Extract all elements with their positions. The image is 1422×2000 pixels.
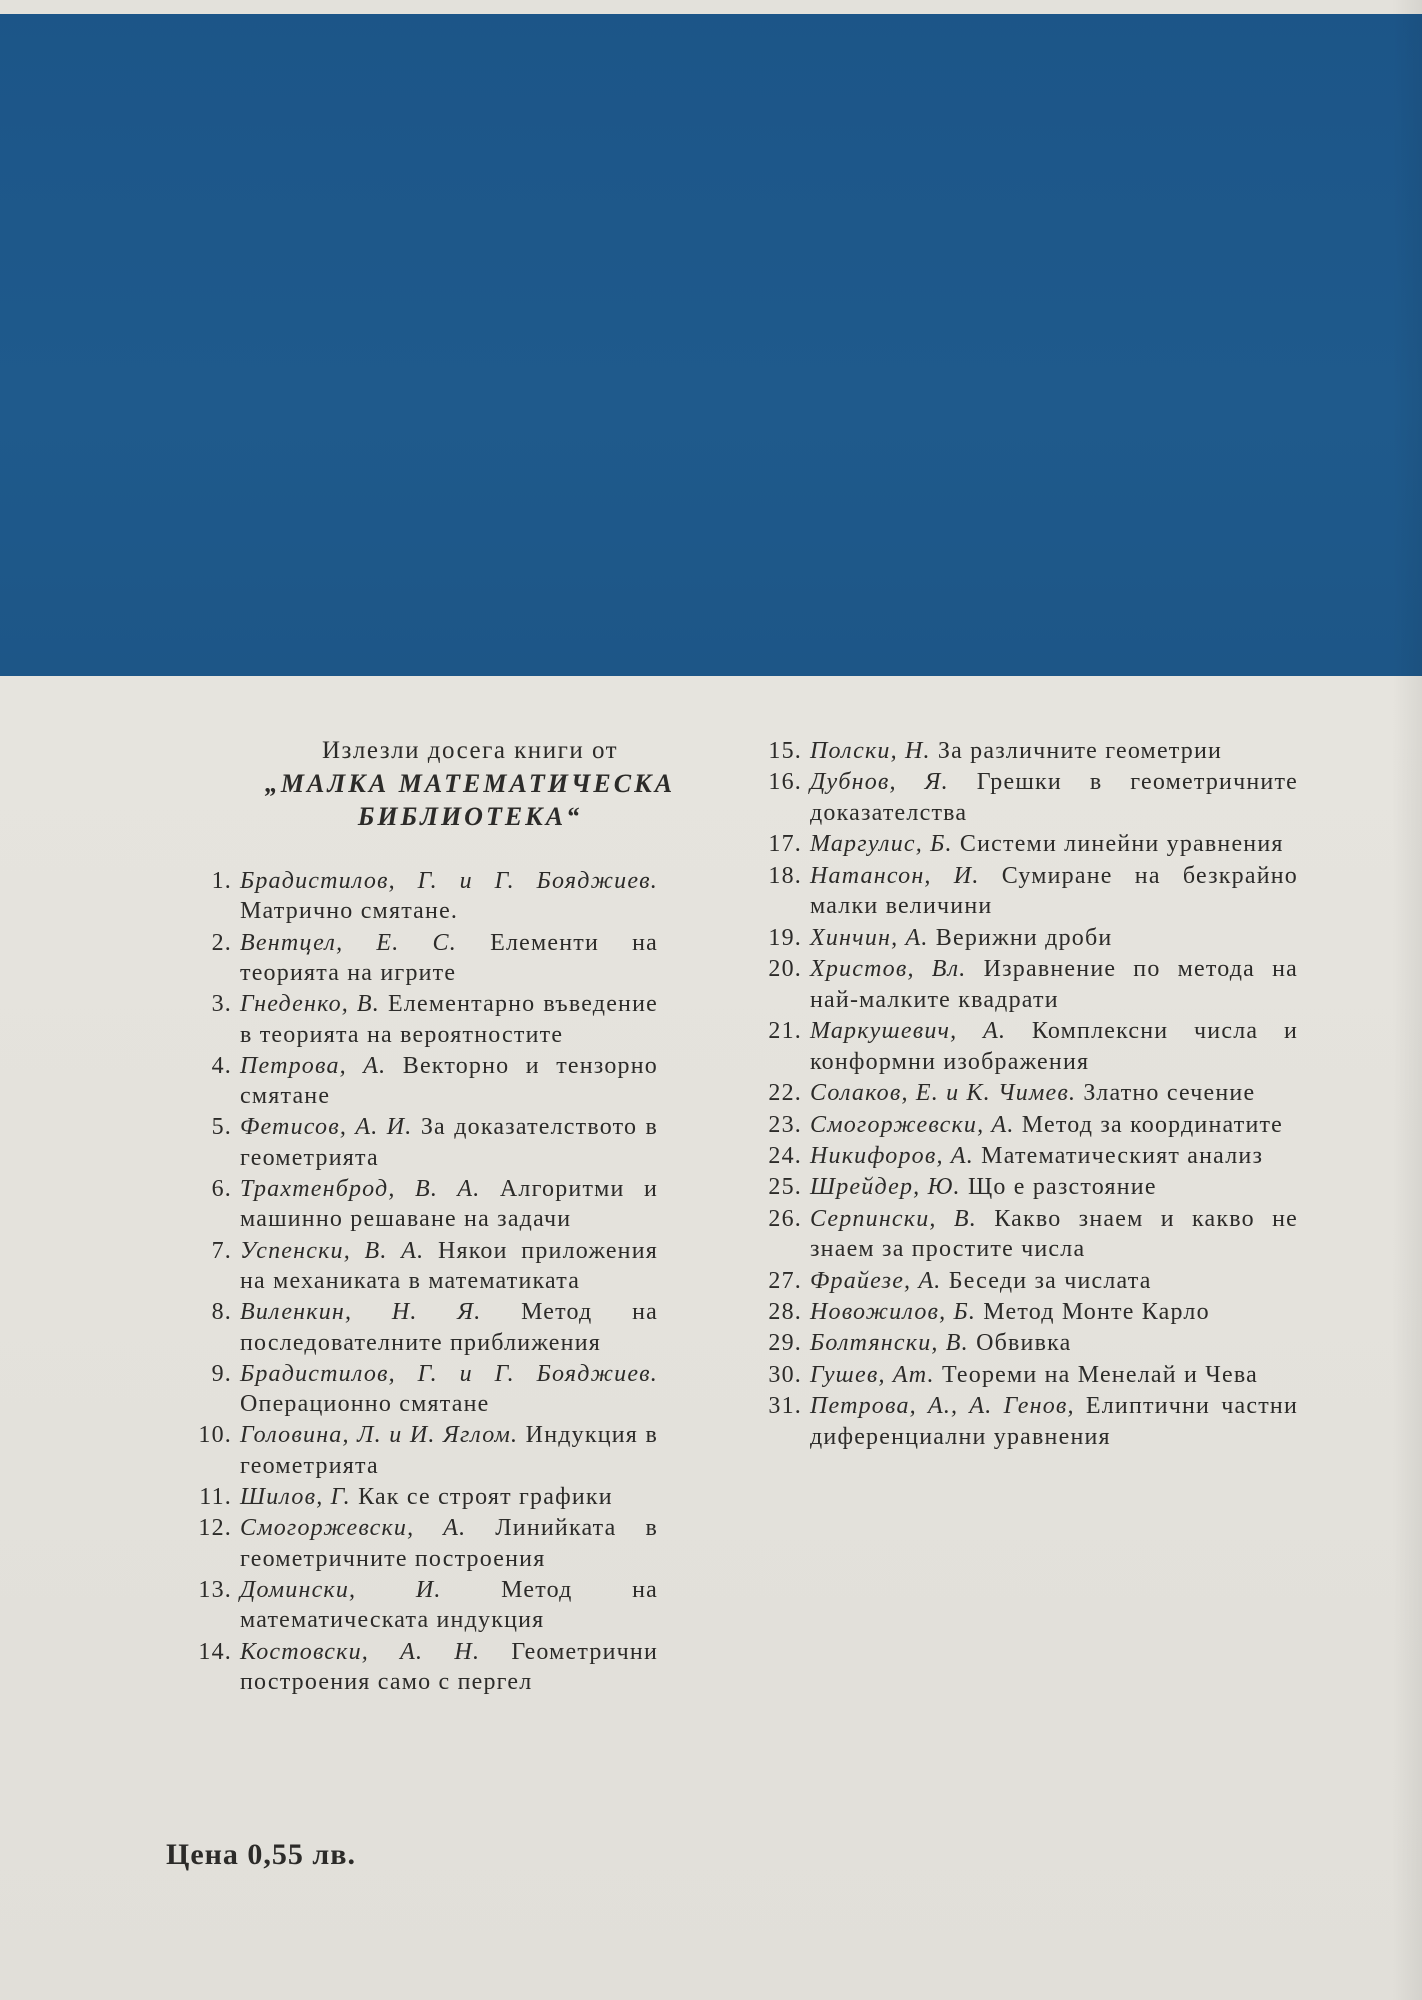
book-list-item xyxy=(190,1637,730,1698)
book-entry xyxy=(810,923,1298,954)
book-number: 23. xyxy=(768,1111,802,1138)
book-author: Фрайезе, А. xyxy=(810,1267,942,1294)
book-list-item xyxy=(190,1359,730,1420)
book-list-item xyxy=(760,1266,1300,1297)
cover-top-edge xyxy=(0,0,1422,14)
book-entry xyxy=(240,928,658,989)
book-list-item xyxy=(760,861,1300,922)
book-title: Индукция в геометрията xyxy=(240,1422,658,1479)
book-entry xyxy=(810,1141,1298,1172)
book-author: Серпински, В. xyxy=(810,1205,977,1232)
book-entry xyxy=(810,1204,1298,1265)
book-entry xyxy=(810,1016,1298,1077)
book-entry xyxy=(810,1360,1298,1391)
book-list-item xyxy=(760,1360,1300,1391)
book-title: Какво знаем и какво не знаем за простите числа xyxy=(810,1205,1298,1263)
book-list-item xyxy=(760,1391,1300,1452)
book-author: Христов, Вл. xyxy=(810,956,967,983)
book-number: 15. xyxy=(768,738,802,764)
book-author: Солаков, Е. и К. Чимев. xyxy=(810,1080,1077,1107)
book-entry xyxy=(240,1513,658,1574)
book-list-item xyxy=(760,1110,1300,1141)
book-list-item xyxy=(190,1513,730,1574)
series-title-line1: „МАЛКА МАТЕМАТИЧЕСКА xyxy=(264,769,676,798)
book-author: Шрейдер, Ю. xyxy=(810,1174,961,1201)
book-number: 16. xyxy=(768,769,802,796)
book-number: 2. xyxy=(211,929,232,956)
book-author: Домински, И. xyxy=(240,1576,442,1603)
book-list-item xyxy=(190,928,730,989)
book-list-item xyxy=(760,1078,1300,1109)
book-number: 24. xyxy=(768,1142,802,1169)
book-list-item xyxy=(760,1328,1300,1359)
book-title: Метод за координатите xyxy=(1021,1111,1284,1138)
book-list-item xyxy=(190,1174,730,1235)
book-entry xyxy=(810,1110,1298,1141)
book-entry xyxy=(810,767,1298,828)
book-number: 25. xyxy=(768,1174,802,1201)
book-number: 9. xyxy=(211,1360,232,1387)
book-number: 13. xyxy=(198,1576,232,1603)
book-number: 30. xyxy=(768,1361,802,1388)
book-number: 17. xyxy=(768,831,802,858)
book-entry xyxy=(240,989,658,1050)
book-title: Златно сечение xyxy=(1083,1080,1256,1107)
book-number: 19. xyxy=(768,924,802,951)
book-number: 29. xyxy=(768,1330,802,1357)
book-list-item xyxy=(190,1112,730,1173)
book-list-item xyxy=(760,1016,1300,1077)
book-list-item xyxy=(760,829,1300,860)
book-number: 14. xyxy=(198,1638,232,1665)
book-number: 5. xyxy=(211,1114,232,1141)
book-author: Полски, Н. xyxy=(810,738,931,764)
book-title: Беседи за числата xyxy=(948,1267,1152,1294)
book-entry xyxy=(240,1112,658,1173)
book-author: Головина, Л. и И. Яглом. xyxy=(240,1422,519,1449)
book-list-item xyxy=(760,736,1300,767)
book-title: За доказателството в геометрията xyxy=(240,1114,659,1171)
book-author: Петрова, А. xyxy=(240,1052,387,1079)
book-title: Алгоритми и машинно решаване на задачи xyxy=(240,1176,659,1233)
series-title-line2: БИБЛИОТЕКА“ xyxy=(357,802,583,831)
book-number: 4. xyxy=(211,1052,232,1079)
book-entry xyxy=(810,1172,1298,1203)
book-title: Изравнение по метода на най-малките квадрати xyxy=(810,956,1298,1013)
book-title: Математическият анализ xyxy=(981,1142,1264,1169)
series-heading xyxy=(220,734,720,833)
book-entry xyxy=(810,954,1298,1015)
book-author: Никифоров, А. xyxy=(810,1142,974,1169)
book-title: Геометрични построения само с пергел xyxy=(240,1638,658,1695)
book-list-item xyxy=(190,1297,730,1358)
book-entry xyxy=(810,861,1298,922)
book-list-item xyxy=(190,1575,730,1636)
book-title: Как се строят графики xyxy=(358,1484,613,1511)
book-entry xyxy=(240,1637,658,1698)
book-list-item xyxy=(190,1236,730,1297)
book-list-item xyxy=(190,1420,730,1481)
book-number: 8. xyxy=(211,1299,232,1326)
book-number: 1. xyxy=(211,868,232,894)
book-list-item xyxy=(190,1482,730,1512)
book-number: 20. xyxy=(768,956,802,983)
book-number: 21. xyxy=(768,1018,802,1045)
book-entry xyxy=(810,736,1298,767)
book-author: Гнеденко, В. xyxy=(240,991,380,1018)
book-number: 10. xyxy=(198,1422,232,1449)
book-entry xyxy=(240,1174,658,1235)
book-entry xyxy=(240,866,658,927)
book-entry xyxy=(240,1420,658,1481)
book-list-item xyxy=(760,1204,1300,1265)
book-number: 3. xyxy=(211,991,232,1018)
heading-intro: Излезли досега книги от xyxy=(321,737,619,764)
book-title: Някои приложения на механиката в математиката xyxy=(240,1237,658,1295)
book-author: Трахтенброд, В. А. xyxy=(240,1176,481,1203)
book-title: Грешки в геометричните доказателства xyxy=(810,769,1298,826)
book-list-item xyxy=(760,923,1300,954)
book-author: Натансон, И. xyxy=(810,862,980,889)
book-author: Успенски, В. А. xyxy=(240,1237,425,1264)
book-list-item xyxy=(190,866,730,927)
book-title: Метод Монте Карло xyxy=(983,1299,1210,1326)
book-title: Верижни дроби xyxy=(935,924,1113,951)
book-entry xyxy=(810,1266,1298,1297)
book-title: Обвивка xyxy=(976,1330,1072,1357)
book-title: Операционно смятане xyxy=(240,1391,490,1418)
book-author: Новожилов, Б. xyxy=(810,1299,977,1326)
book-entry xyxy=(240,1297,658,1358)
book-list-item xyxy=(760,1297,1300,1328)
book-entry xyxy=(810,1078,1298,1109)
book-author: Брадистилов, Г. и Г. Бояджиев. xyxy=(240,868,658,894)
book-title: Що е разстояние xyxy=(967,1174,1157,1201)
book-entry xyxy=(810,1391,1298,1452)
book-title: Метод на математическата индукция xyxy=(240,1576,658,1634)
book-author: Брадистилов, Г. и Г. Бояджиев. xyxy=(240,1360,658,1387)
book-title: Линийката в геометричните построения xyxy=(240,1515,658,1572)
book-title: Системи линейни уравнения xyxy=(959,831,1284,858)
book-number: 12. xyxy=(198,1515,232,1542)
book-list-right xyxy=(760,736,1300,1453)
book-author: Маргулис, Б. xyxy=(810,831,953,858)
book-author: Болтянски, В. xyxy=(810,1330,969,1357)
book-title: Метод на последователните приближения xyxy=(240,1299,658,1356)
book-title: Векторно и тензорно смятане xyxy=(240,1052,658,1110)
book-number: 7. xyxy=(211,1237,232,1264)
book-author: Дубнов, Я. xyxy=(810,769,949,796)
book-number: 27. xyxy=(768,1267,802,1294)
book-list-item xyxy=(760,1141,1300,1172)
book-list-item xyxy=(190,1051,730,1112)
book-author: Костовски, А. Н. xyxy=(240,1638,481,1665)
page-edge-shadow xyxy=(1392,0,1422,2000)
book-title: Сумиране на безкрайно малки величини xyxy=(810,862,1298,920)
book-author: Хинчин, А. xyxy=(810,924,929,951)
book-title: Комплексни числа и конформни изображения xyxy=(810,1018,1298,1075)
book-title: Елиптични частни диференциални уравнения xyxy=(810,1393,1299,1450)
book-author: Виленкин, Н. Я. xyxy=(240,1299,482,1326)
book-author: Смогоржевски, А. xyxy=(240,1515,467,1542)
book-list-left xyxy=(190,866,730,1698)
book-author: Маркушевич, А. xyxy=(810,1018,1007,1045)
book-list-item xyxy=(760,1172,1300,1203)
book-entry xyxy=(240,1236,658,1297)
cover-blue-panel xyxy=(0,0,1422,676)
book-title: Елементи на теорията на игрите xyxy=(240,929,659,987)
price-label: Цена 0,55 лв. xyxy=(166,1838,356,1871)
book-number: 26. xyxy=(768,1205,802,1232)
book-number: 6. xyxy=(211,1176,232,1203)
book-author: Петрова, А., А. Генов, xyxy=(810,1393,1075,1420)
book-number: 11. xyxy=(199,1484,232,1511)
book-number: 18. xyxy=(768,862,802,889)
book-entry xyxy=(240,1051,658,1112)
book-entry xyxy=(810,1328,1298,1359)
book-entry xyxy=(240,1359,658,1420)
book-title: Елементарно въведение в теорията на вероятностите xyxy=(240,991,658,1048)
book-entry xyxy=(240,1482,658,1512)
book-list-item xyxy=(760,767,1300,828)
book-title: Теореми на Менелай и Чева xyxy=(941,1361,1258,1388)
book-list-item xyxy=(190,989,730,1050)
book-number: 28. xyxy=(768,1299,802,1326)
book-author: Вентцел, Е. С. xyxy=(240,929,457,956)
book-author: Гушев, Ат. xyxy=(810,1361,935,1388)
book-author: Смогоржевски, А. xyxy=(810,1111,1015,1138)
book-entry xyxy=(240,1575,658,1636)
book-list-item xyxy=(760,954,1300,1015)
book-title: Матрично смятане. xyxy=(240,898,459,925)
book-entry xyxy=(810,1297,1298,1328)
book-title: За различните геометрии xyxy=(937,738,1223,764)
book-number: 31. xyxy=(768,1393,802,1420)
book-entry xyxy=(810,829,1298,860)
book-number: 22. xyxy=(768,1080,802,1107)
book-author: Фетисов, А. И. xyxy=(240,1114,413,1141)
book-author: Шилов, Г. xyxy=(240,1484,351,1511)
